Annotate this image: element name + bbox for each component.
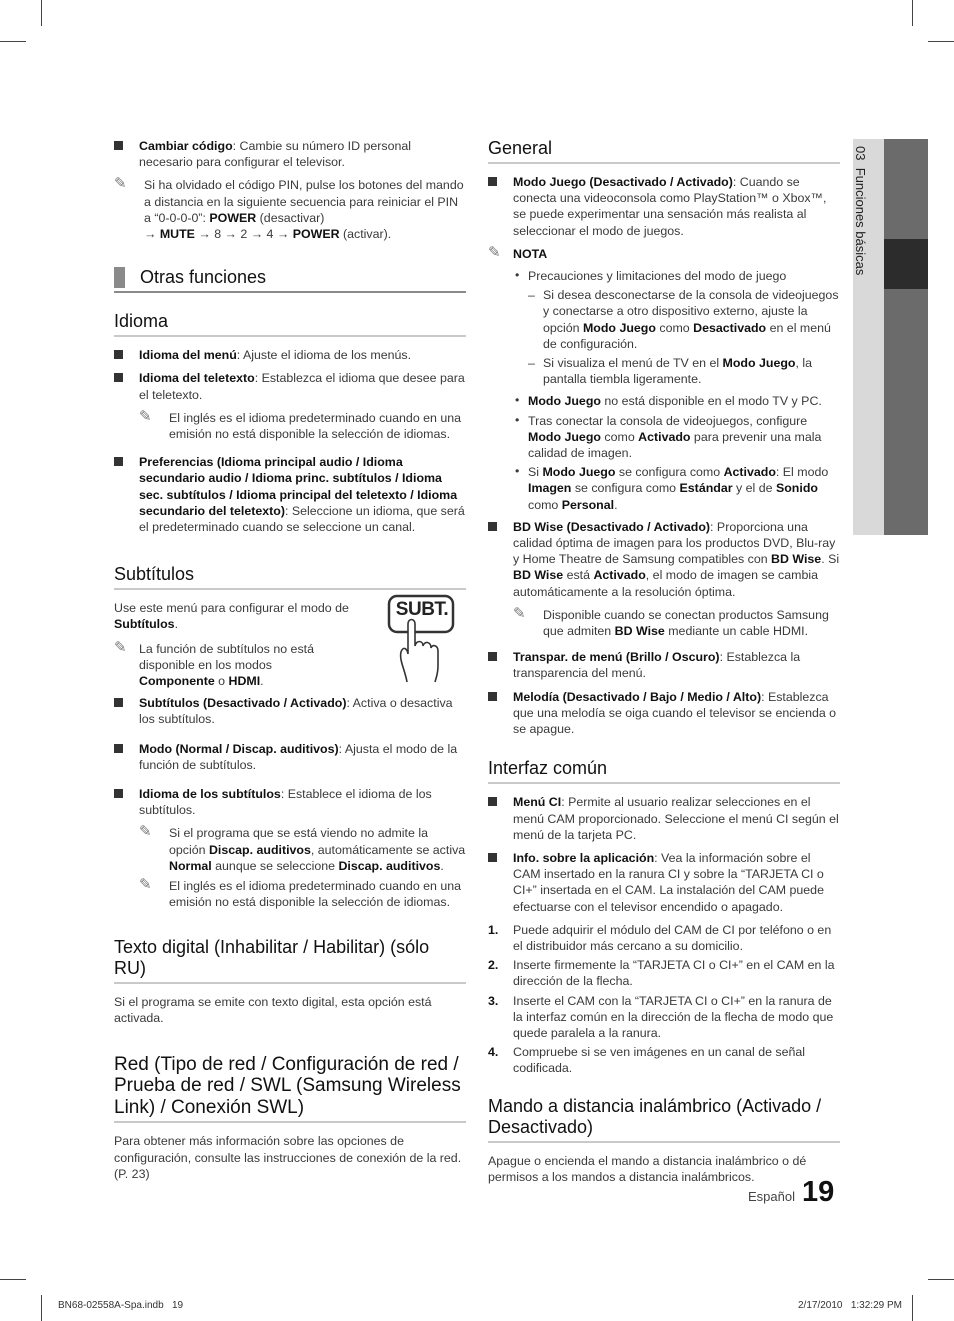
note: ✎ Si el programa que se está viendo no admite la opción Discap. auditivos, automáticamente se activa Normal aunque se seleccione Discap. auditivos.: [139, 823, 466, 873]
pencil-icon: ✎: [114, 175, 127, 193]
heading-idioma: Idioma: [114, 311, 466, 337]
list-item: Transpar. de menú (Brillo / Oscuro): Establezca la transparencia del menú.: [488, 649, 840, 681]
crop-mark: [912, 1295, 913, 1321]
pencil-icon: ✎: [488, 243, 501, 261]
note: ✎ El inglés es el idioma predeterminado cuando en una emisión no está disponible la selección de idiomas.: [139, 407, 462, 442]
heading-texto-digital: Texto digital (Inhabilitar / Habilitar) (sólo RU): [114, 937, 466, 984]
note: ✎ NOTA: [488, 243, 548, 261]
bullet-item: • Precauciones y limitaciones del modo de juego: [515, 268, 787, 284]
list-item: Modo Juego (Desactivado / Activado): Cuando se conecta una videoconsola como PlayStation™ o Xbox™, se puede experimentar una sensación más realista al seleccionar el modo de juegos.: [488, 174, 840, 239]
list-item: Menú CI: Permite al usuario realizar selecciones en el menú CAM proporcionado. Seleccione el menú CI según el menú de la tarjeta PC.: [488, 794, 840, 843]
note: ✎ La función de subtítulos no está disponible en los modos Componente o HDMI.: [114, 638, 314, 689]
heading-mando-inalambrico: Mando a distancia inalámbrico (Activado / Desactivado): [488, 1096, 840, 1143]
list-item: Info. sobre la aplicación: Vea la información sobre el CAM insertado en la ranura CI y sobre la “TARJETA CI o CI+” insertada en el CAM. La instalación del CAM puede efectuarse con el televisor encendido o apagado.: [488, 850, 840, 915]
section-title-otras: Otras funciones: [114, 266, 466, 293]
dash-item: – Si visualiza el menú de TV en el Modo Juego, la pantalla tiembla ligeramente.: [528, 356, 813, 387]
list-item: Idioma del menú: Ajuste el idioma de los menús.: [114, 347, 466, 363]
red-text: Para obtener más información sobre las opciones de configuración, consulte las instrucciones de conexión de la red. (P. 23): [114, 1134, 462, 1181]
crop-mark: [0, 41, 26, 42]
side-tab-dark: [884, 139, 928, 535]
texto-digital-text: Si el programa se emite con texto digital, esta opción está activada.: [114, 994, 432, 1025]
bullet-item: • Tras conectar la consola de videojuegos, configure Modo Juego como Activado para prevenir una mala calidad de imagen.: [515, 412, 822, 461]
crop-mark: [41, 1295, 42, 1321]
crop-mark: [928, 41, 954, 42]
subt-button-label: SUBT.: [395, 599, 449, 621]
dash-item: – Si desea desconectarse de la consola de videojuegos y conectarse a otro dispositivo externo, ajuste la opción Modo Juego como Desactivado en el menú de configuración.: [528, 288, 839, 351]
bullet-item: • Modo Juego no está disponible en el modo TV y PC.: [515, 393, 822, 409]
heading-red: Red (Tipo de red / Configuración de red / Prueba de red / SWL (Samsung Wireless Link) / Conexión SWL): [114, 1054, 466, 1124]
subt-intro: Use este menú para configurar el modo de Subtítulos.: [114, 601, 349, 632]
mando-text: Apague o encienda el mando a distancia inalámbrico o dé permisos a los mandos a distancia inalámbricos.: [488, 1153, 807, 1184]
subt-button-illustration: [387, 594, 457, 684]
left-column: [114, 138, 466, 1188]
list-item: Cambiar código: Cambie su número ID personal necesario para configurar el televisor.: [114, 138, 466, 170]
note: ✎ Si ha olvidado el código PIN, pulse los botones del mando a distancia en la siguiente secuencia para reiniciar el PIN a “0-0-0-0”: POWER (desactivar) → MUTE → 8 → 2 → 4 → POWER (activar).: [114, 175, 464, 242]
heading-general: General: [488, 138, 840, 164]
list-item: Preferencias (Idioma principal audio / Idioma secundario audio / Idioma princ. subtítulos / Idioma sec. subtítulos / Idioma principal del teletexto / Idioma secundario del teletexto): Seleccione un idioma, que será el predeterminado cuando se seleccione un canal.: [114, 454, 466, 535]
pencil-icon: ✎: [513, 604, 526, 622]
numbered-step: 4. Compruebe si se ven imágenes en un canal de señal codificada.: [488, 1045, 806, 1076]
pencil-icon: ✎: [114, 638, 127, 656]
crop-mark: [928, 1279, 954, 1280]
footer-datetime: 2/17/2010 1:32:29 PM: [798, 1300, 902, 1311]
pencil-icon: ✎: [139, 823, 152, 841]
list-item: BD Wise (Desactivado / Activado): Proporciona una calidad óptima de imagen para los productos DVD, Blu-ray y Home Theatre de Samsung compatibles con BD Wise. Si BD Wise está Activado, el modo de imagen se cambia automáticamente a la resolución óptima.: [488, 519, 840, 600]
pencil-icon: ✎: [139, 876, 152, 894]
numbered-step: 3. Inserte el CAM con la “TARJETA CI o CI+” en la ranura de la interfaz común en la dirección de la flecha de modo que quede paralela a la ranura.: [488, 993, 834, 1040]
bullet-item: • Si Modo Juego se configura como Activado: El modo Imagen se configura como Estándar y el de Sonido como Personal.: [515, 464, 829, 512]
numbered-step: 2. Inserte firmemente la “TARJETA CI o CI+” en el CAM en la dirección de la flecha.: [488, 958, 835, 989]
heading-subtitulos: Subtítulos: [114, 564, 466, 590]
crop-mark: [0, 1279, 26, 1280]
footer-file: BN68-02558A-Spa.indb 19: [58, 1300, 184, 1311]
list-item: Idioma de los subtítulos: Establece el idioma de los subtítulos.: [114, 786, 466, 818]
pencil-icon: ✎: [139, 407, 152, 425]
heading-interfaz-comun: Interfaz común: [488, 758, 840, 784]
list-item: Subtítulos (Desactivado / Activado): Activa o desactiva los subtítulos.: [114, 695, 466, 727]
list-item: Melodía (Desactivado / Bajo / Medio / Alto): Establezca que una melodía se oiga cuando el televisor se encienda o se apague.: [488, 689, 840, 738]
footer-language: Español: [748, 1189, 795, 1204]
numbered-step: 1. Puede adquirir el módulo del CAM de CI por teléfono o en el distribuidor más cercano a su domicilio.: [488, 922, 832, 953]
list-item: Modo (Normal / Discap. auditivos): Ajusta el modo de la función de subtítulos.: [114, 741, 466, 773]
crop-mark: [912, 0, 913, 26]
note: ✎ Disponible cuando se conectan productos Samsung que admiten BD Wise mediante un cable HDMI.: [513, 604, 829, 639]
side-tab-active-marker: [884, 239, 928, 289]
right-column: [488, 138, 840, 1191]
list-item: Idioma del teletexto: Establezca el idioma que desee para el teletexto.: [114, 370, 466, 402]
page-number: 19: [802, 1176, 835, 1208]
side-tab-label: 03 Funciones básicas: [853, 146, 868, 276]
note: ✎ El inglés es el idioma predeterminado cuando en una emisión no está disponible la selección de idiomas.: [139, 876, 462, 910]
crop-mark: [41, 0, 42, 26]
